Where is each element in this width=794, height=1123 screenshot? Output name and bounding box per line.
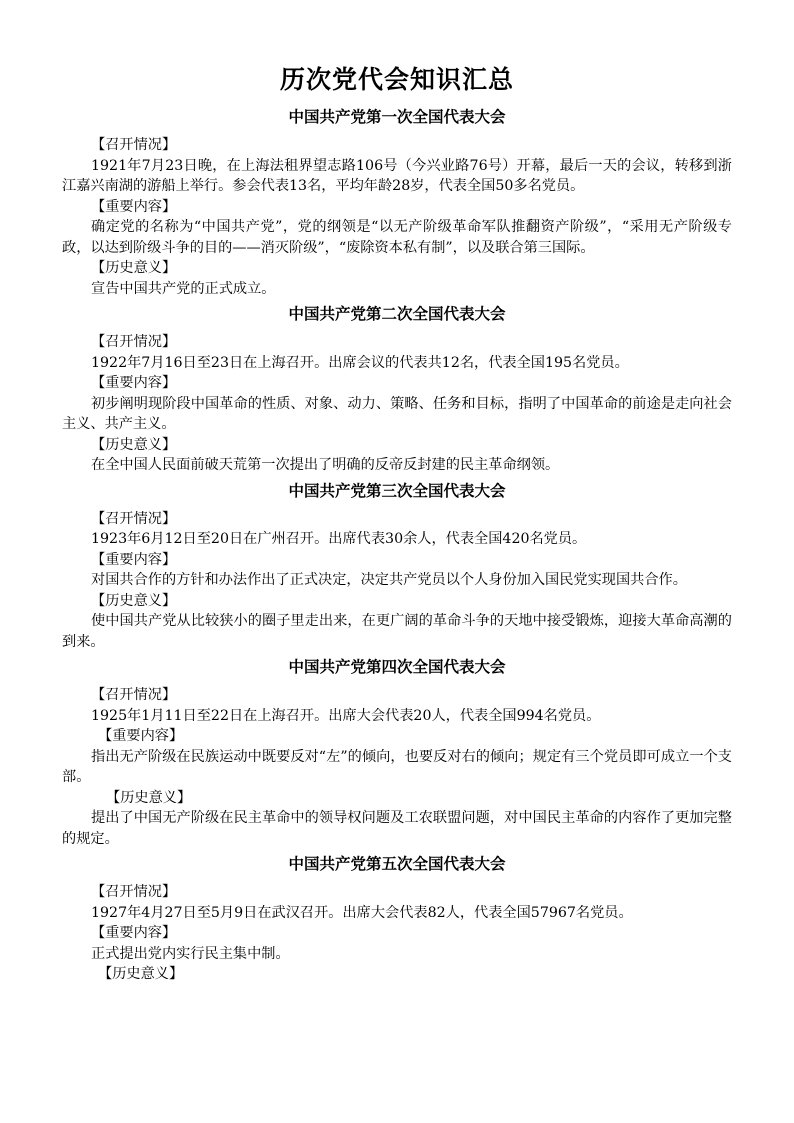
document-page [62, 58, 732, 985]
section-title: 中国共产党第一次全国代表大会 [288, 108, 506, 126]
content-label: 【重要内容】 [91, 375, 177, 391]
convening-label: 【召开情况】 [91, 510, 177, 527]
convening-label: 【召开情况】 [91, 334, 177, 350]
content-text: 对国共合作的方针和办法作出了正式决定，决定共产党员以个人身份加入国民党实现国共合作。 [91, 572, 687, 588]
significance-label: 【历史意义】 [91, 592, 177, 609]
significance-label: 【历史意义】 [91, 436, 177, 453]
content-text: 确定党的名称为“中国共产党”，党的纲领是“以无产阶级革命军队推翻资产阶级”，“采用无产阶级专政，以达到阶级斗争的目的——消灭阶级”，“废除资本私有制”，以及联合第三国际。 [62, 219, 732, 256]
content-text: 指出无产阶级在民族运动中既要反对“左”的倾向，也要反对右的倾向；规定有三个党员即可成立一个支部。 [62, 748, 732, 785]
significance-text: 在全中国人民面前破天荒第一次提出了明确的反帝反封建的民主革命纲领。 [91, 457, 560, 473]
congress-section-2 [62, 303, 732, 476]
congress-section-1 [62, 106, 732, 299]
convening-text: 1925年1月11日至22日在上海召开。出席大会代表20人，代表全国994名党员。 [91, 707, 601, 724]
convening-label: 【召开情况】 [91, 884, 177, 900]
congress-section-4 [62, 656, 732, 849]
congress-section-5 [62, 853, 732, 985]
significance-text: 宣告中国共产党的正式成立。 [91, 280, 276, 297]
significance-text: 使中国共产党从比较狭小的圈子里走出来，在更广阔的革命斗争的天地中接受锻炼，迎接大革命高潮的到来。 [62, 613, 732, 650]
content-label: 【重要内容】 [91, 198, 177, 215]
document-title: 历次党代会知识汇总 [279, 65, 514, 94]
content-label: 【重要内容】 [91, 551, 177, 568]
convening-text: 1921年7月23日晚，在上海法租界望志路106号（今兴业路76号）开幕，最后一天的会议，转移到浙江嘉兴南湖的游船上举行。参会代表13名，平均年龄28岁，代表全国50多名党员。 [62, 157, 732, 194]
convening-label: 【召开情况】 [91, 137, 177, 153]
significance-text: 提出了中国无产阶级在民主革命中的领导权问题及工农联盟问题，对中国民主革命的内容作了更加完整的规定。 [62, 810, 732, 847]
section-title: 中国共产党第五次全国代表大会 [288, 855, 506, 873]
section-title: 中国共产党第二次全国代表大会 [288, 305, 506, 323]
significance-label: 【历史意义】 [98, 966, 184, 982]
convening-label: 【召开情况】 [91, 687, 177, 703]
convening-text: 1927年4月27日至5月9日在武汉召开。出席大会代表82人，代表全国57967名党员。 [91, 904, 633, 921]
convening-text: 1922年7月16日至23日在上海召开。出席会议的代表共12名，代表全国195名党员。 [91, 354, 629, 371]
section-title: 中国共产党第三次全国代表大会 [288, 481, 506, 500]
content-text: 正式提出党内实行民主集中制。 [91, 945, 290, 962]
significance-label: 【历史意义】 [91, 260, 177, 276]
section-title: 中国共产党第四次全国代表大会 [288, 658, 506, 676]
convening-text: 1923年6月12日至20日在广州召开。出席代表30余人，代表全国420名党员。 [91, 531, 587, 547]
congress-section-3 [62, 480, 732, 653]
content-label: 【重要内容】 [91, 925, 177, 941]
significance-label: 【历史意义】 [106, 789, 192, 806]
content-text: 初步阐明现阶段中国革命的性质、对象、动力、策略、任务和目标，指明了中国革命的前途是走向社会主义、共产主义。 [62, 395, 732, 432]
content-label: 【重要内容】 [98, 728, 184, 744]
